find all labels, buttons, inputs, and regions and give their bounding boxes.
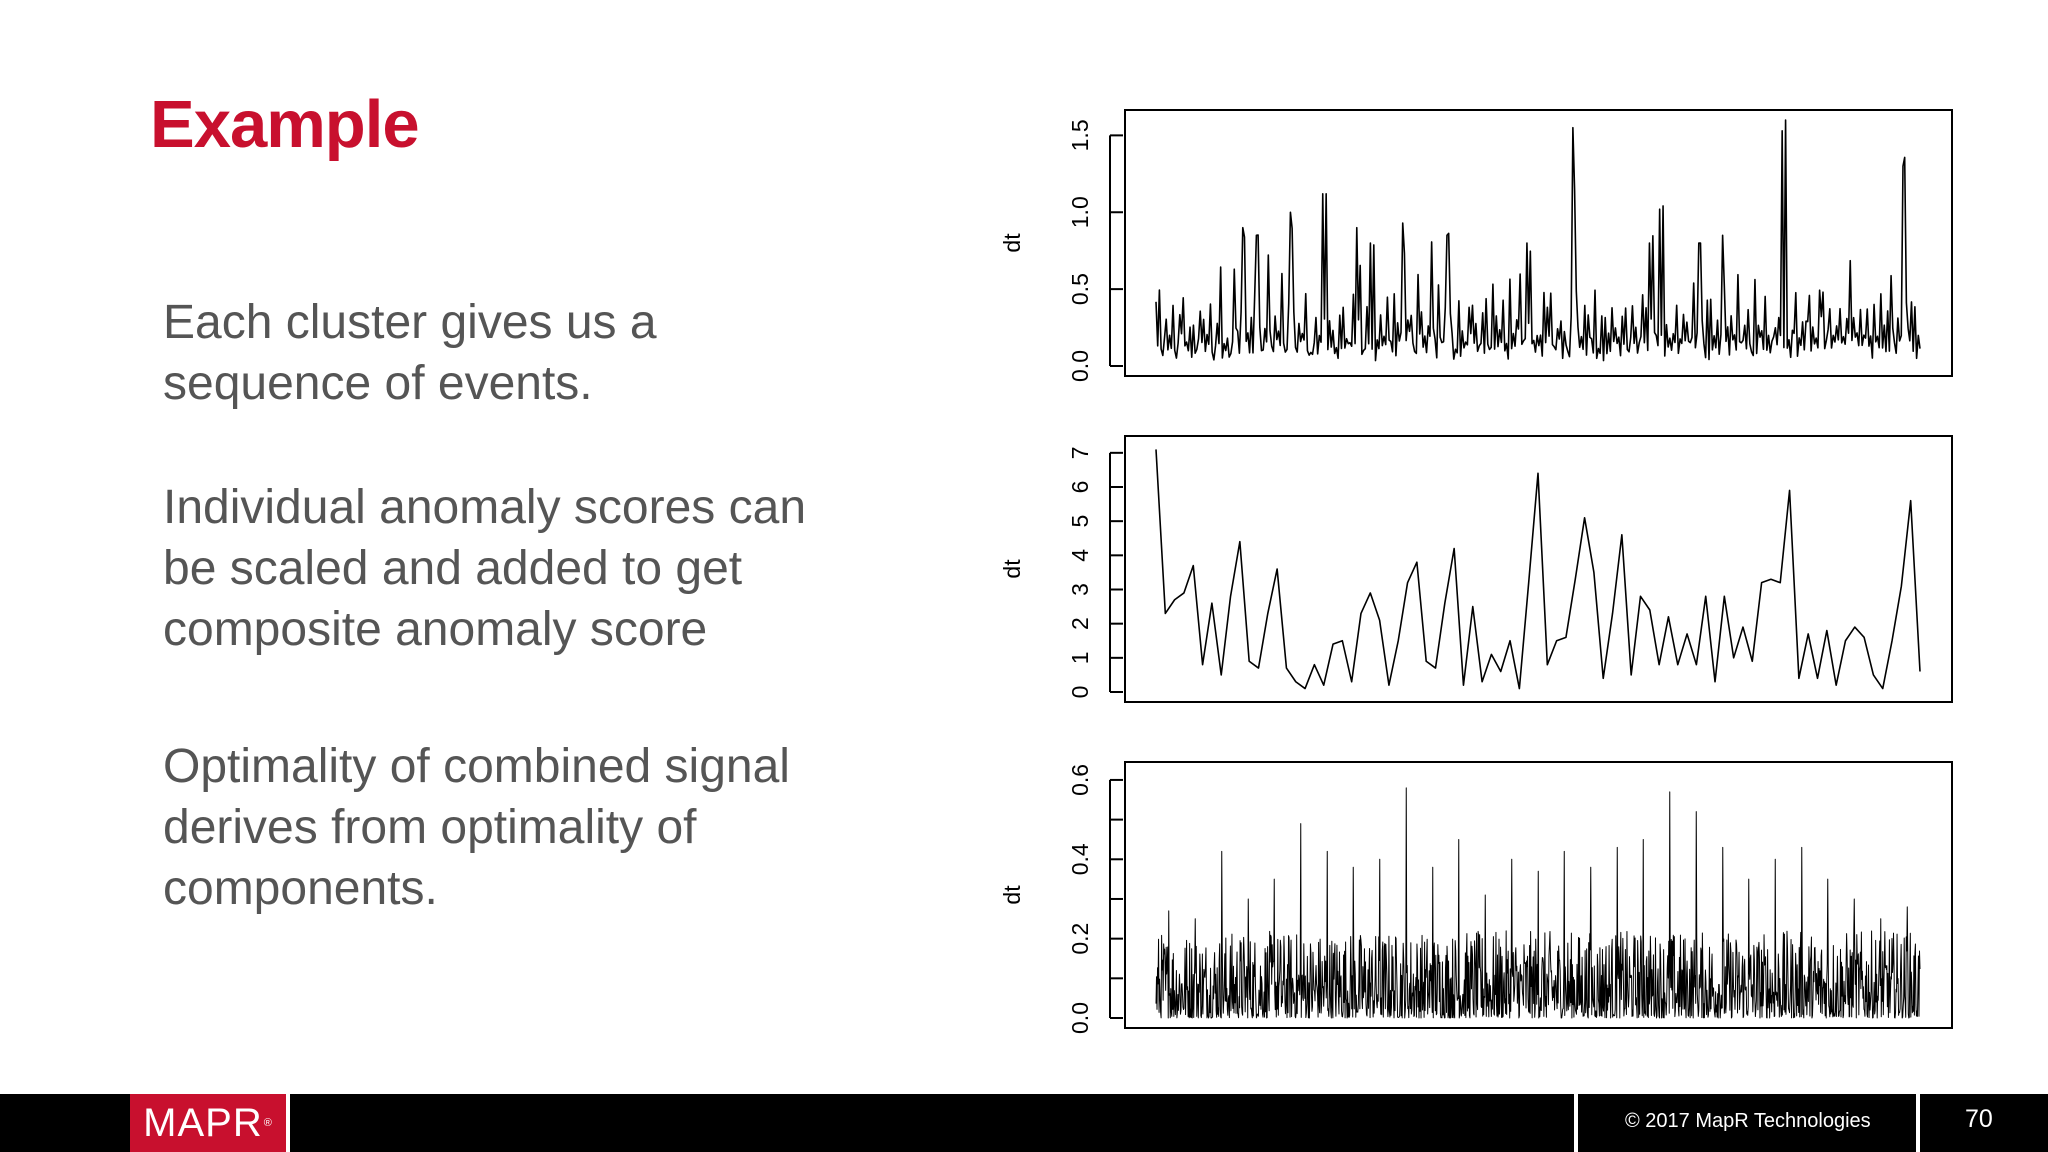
y-axis-label: dt: [999, 559, 1025, 579]
logo-registered-mark: ®: [263, 1117, 273, 1129]
y-tick-label: 0.6: [1067, 763, 1093, 796]
paragraph-cluster-sequence: Each cluster gives us a sequence of events.: [163, 296, 657, 410]
series-line: [1156, 120, 1920, 361]
slide-title: Example: [150, 87, 419, 162]
y-tick-label: 1.0: [1067, 196, 1093, 229]
plot-frame: [1125, 110, 1952, 376]
y-axis-label: dt: [999, 233, 1025, 253]
series-line: [1156, 449, 1920, 688]
logo-text: MAPR: [143, 1100, 263, 1145]
footer-divider: [1574, 1094, 1578, 1152]
y-tick-label: 6: [1067, 480, 1093, 494]
page-number: 70: [1965, 1105, 1993, 1133]
copyright-text: © 2017 MapR Technologies: [1625, 1110, 1871, 1132]
y-tick-label: 2: [1067, 617, 1093, 631]
y-tick-label: 1.5: [1067, 119, 1093, 152]
footer-divider: [286, 1094, 290, 1152]
y-tick-label: 1: [1067, 651, 1093, 665]
time-series-plots: [990, 95, 1990, 1055]
y-tick-label: 0: [1067, 685, 1093, 699]
y-tick-label: 0.5: [1067, 273, 1093, 306]
series-line: [1156, 788, 1920, 1018]
y-tick-label: 7: [1067, 446, 1093, 460]
y-tick-label: 3: [1067, 583, 1093, 596]
y-tick-label: 0.0: [1067, 350, 1093, 382]
y-tick-label: 4: [1067, 548, 1093, 562]
y-tick-label: 0.4: [1067, 843, 1093, 876]
paragraph-optimality: Optimality of combined signal derives from optimality of components.: [163, 740, 790, 915]
mapr-logo: [130, 1094, 286, 1152]
y-axis-label: dt: [999, 885, 1025, 905]
y-tick-label: 5: [1067, 514, 1093, 528]
footer-divider: [1916, 1094, 1920, 1152]
y-tick-label: 0.2: [1067, 922, 1093, 955]
paragraph-anomaly-scores: Individual anomaly scores can be scaled and added to get composite anomaly score: [163, 481, 807, 656]
y-tick-label: 0.0: [1067, 1002, 1093, 1034]
